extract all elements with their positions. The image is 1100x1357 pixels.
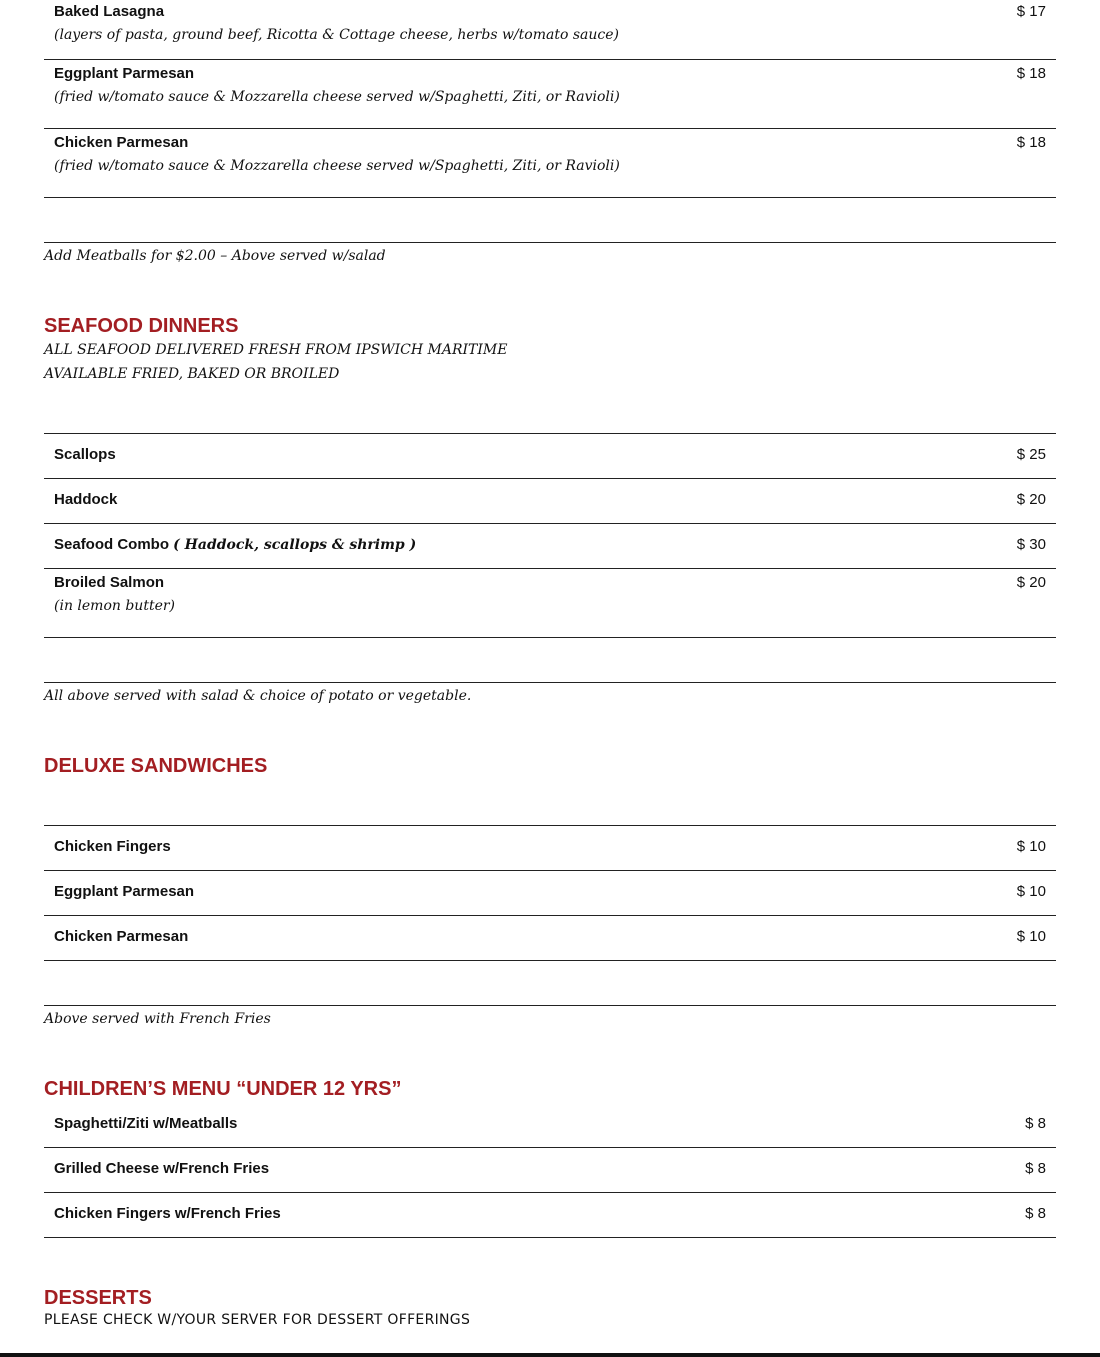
menu-item <box>44 479 1056 524</box>
section-subtitle: PLEASE CHECK W/YOUR SERVER FOR DESSERT OFFERINGS <box>44 1312 471 1328</box>
sandwiches-section <box>44 755 1056 778</box>
seafood-list <box>44 433 1056 704</box>
item-name <box>54 536 416 553</box>
item-price: $ 17 <box>1016 3 1046 20</box>
item-name: Scallops <box>54 446 116 463</box>
item-price: $ 25 <box>1016 446 1046 463</box>
menu-item <box>44 60 1056 129</box>
item-name: Chicken Fingers w/French Fries <box>54 1205 281 1222</box>
menu-item <box>44 524 1056 569</box>
children-list <box>44 1103 1056 1238</box>
menu-item <box>44 434 1056 479</box>
item-name: Eggplant Parmesan <box>54 65 195 82</box>
item-desc: (in lemon butter) <box>54 598 176 614</box>
item-price: $ 8 <box>1025 1115 1046 1132</box>
children-section <box>44 1078 1056 1101</box>
menu-item <box>44 129 1056 198</box>
item-desc: (fried w/tomato sauce & Mozzarella cheese served w/Spaghetti, Ziti, or Ravioli) <box>54 158 620 174</box>
section-title: CHILDREN’S MENU “UNDER 12 YRS” <box>44 1078 402 1100</box>
menu-item <box>44 826 1056 871</box>
menu-item <box>44 871 1056 916</box>
item-name: Spaghetti/Ziti w/Meatballs <box>54 1115 238 1132</box>
menu-item <box>44 1148 1056 1193</box>
section-title: SEAFOOD DINNERS <box>44 315 239 337</box>
item-desc: (fried w/tomato sauce & Mozzarella cheese served w/Spaghetti, Ziti, or Ravioli) <box>54 89 620 105</box>
item-price: $ 8 <box>1025 1160 1046 1177</box>
divider <box>44 638 1056 683</box>
item-price: $ 10 <box>1016 928 1046 945</box>
item-price: $ 8 <box>1025 1205 1046 1222</box>
item-name-text: Seafood Combo <box>54 536 169 553</box>
menu-item <box>44 1103 1056 1148</box>
desserts-section <box>44 1287 1056 1328</box>
item-price: $ 30 <box>1016 536 1046 553</box>
section-note: Above served with French Fries <box>44 1011 271 1027</box>
divider <box>44 961 1056 1006</box>
item-name: Eggplant Parmesan <box>54 883 195 900</box>
item-name: Baked Lasagna <box>54 3 165 20</box>
pasta-list <box>44 0 1056 264</box>
menu-item <box>44 569 1056 638</box>
item-price: $ 20 <box>1016 574 1046 591</box>
item-inline-desc: ( Haddock, scallops & shrimp ) <box>173 537 417 553</box>
item-name: Haddock <box>54 491 118 508</box>
item-price: $ 20 <box>1016 491 1046 508</box>
item-price: $ 10 <box>1016 883 1046 900</box>
item-name: Chicken Fingers <box>54 838 171 855</box>
item-price: $ 18 <box>1016 134 1046 151</box>
section-title: DESSERTS <box>44 1287 152 1309</box>
section-note: All above served with salad & choice of potato or vegetable. <box>44 688 472 704</box>
sandwiches-list <box>44 825 1056 1027</box>
item-name: Chicken Parmesan <box>54 134 189 151</box>
item-name: Chicken Parmesan <box>54 928 189 945</box>
section-note: Add Meatballs for $2.00 – Above served w/salad <box>44 248 386 264</box>
divider <box>44 198 1056 243</box>
section-subtitle: AVAILABLE FRIED, BAKED OR BROILED <box>44 366 340 382</box>
menu-item <box>44 0 1056 60</box>
section-title: DELUXE SANDWICHES <box>44 755 268 777</box>
item-price: $ 10 <box>1016 838 1046 855</box>
item-price: $ 18 <box>1016 65 1046 82</box>
item-desc: (layers of pasta, ground beef, Ricotta & Cottage cheese, herbs w/tomato sauce) <box>54 27 619 43</box>
menu-item <box>44 916 1056 961</box>
menu-item <box>44 1193 1056 1238</box>
page-bottom-rule <box>0 1353 1100 1357</box>
section-subtitle: ALL SEAFOOD DELIVERED FRESH FROM IPSWICH MARITIME <box>44 342 508 358</box>
item-name: Broiled Salmon <box>54 574 165 591</box>
item-name: Grilled Cheese w/French Fries <box>54 1160 270 1177</box>
seafood-section <box>44 315 1056 386</box>
